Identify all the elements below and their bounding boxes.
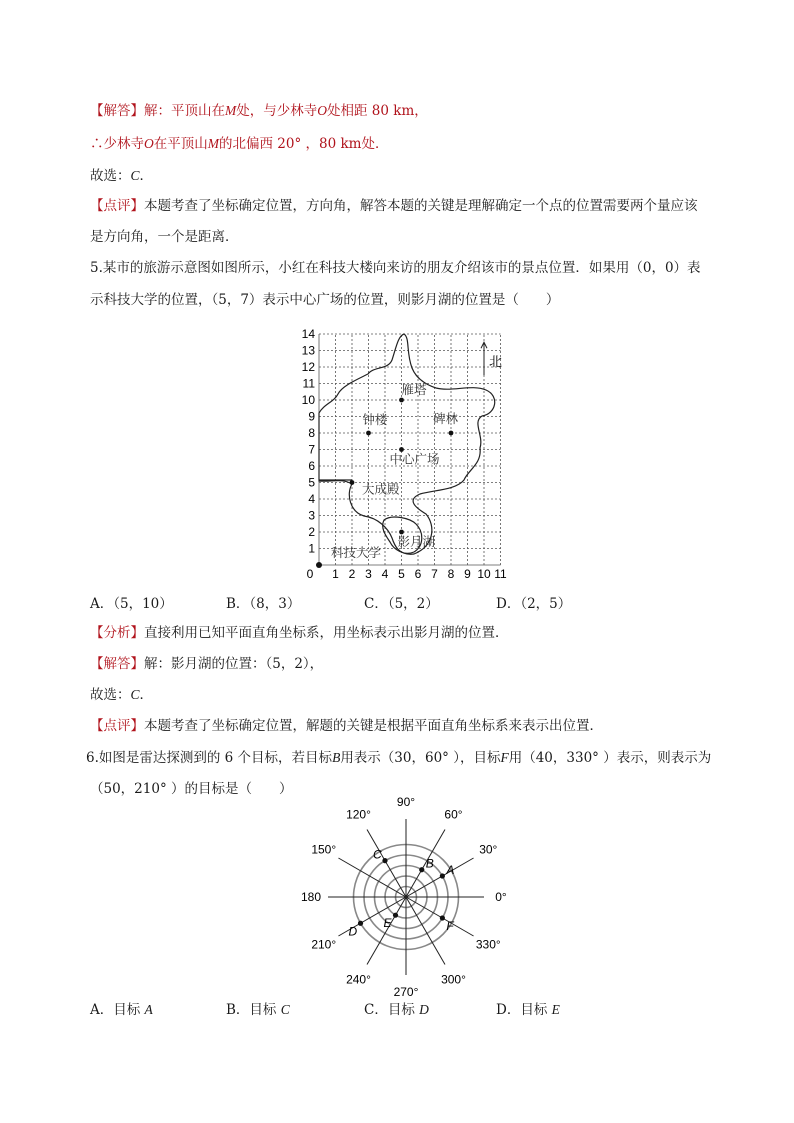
text: 的北偏西 20° ，80 km处．	[219, 136, 389, 152]
q5-choice	[90, 685, 153, 705]
option-letter: D	[419, 1002, 429, 1017]
text: 处，与少林寺	[236, 103, 318, 119]
option-label: C．（5，2）	[364, 596, 439, 612]
answer-tag: 【解答】	[90, 103, 144, 119]
angle-label: 120°	[346, 807, 371, 822]
text: 示科技大学的位置，（5，7）表示中心广场的位置，则影月湖的位置是（ ）	[90, 292, 560, 308]
text: 解：影月湖的位置：（5，2），	[144, 656, 324, 672]
target-dot	[440, 915, 445, 920]
tourism-map-figure	[296, 318, 526, 588]
comment-tag: 【点评】	[90, 198, 144, 214]
text: 本题考查了坐标确定位置，方向角，解答本题的关键是理解确定一个点的位置需要两个量应该	[144, 198, 698, 214]
q4-answer-line1	[90, 101, 428, 121]
angle-label: 30°	[479, 842, 498, 857]
text: ．	[139, 168, 154, 184]
x-tick-label: 10	[477, 567, 491, 581]
place-label: 大成殿	[362, 482, 400, 497]
var-O: O	[144, 136, 154, 151]
option-label: A．（5，10）	[90, 596, 173, 612]
place-label: 雁塔	[401, 383, 427, 397]
place-dot	[399, 398, 404, 403]
text: 5.某市的旅游示意图如图所示，小红在科技大楼向来访的朋友介绍该市的景点位置．如果用（0，0）表	[90, 260, 701, 276]
x-tick-label: 4	[381, 567, 389, 581]
var-M: M	[225, 103, 237, 118]
q6-option-d[interactable]	[496, 998, 560, 1018]
target-dot	[382, 858, 387, 863]
target-label: D	[348, 924, 358, 939]
text: 用表示（30，60° ），目标	[340, 750, 501, 766]
angle-label: 210°	[311, 937, 337, 952]
choice-letter: C	[130, 168, 140, 183]
q6-option-a[interactable]	[90, 998, 153, 1018]
option-label: D．目标	[496, 1002, 552, 1018]
x-tick-label: 8	[447, 567, 455, 581]
text: 解：平顶山在	[144, 103, 225, 119]
option-letter: E	[551, 1002, 560, 1017]
place-dot	[449, 431, 454, 436]
text: 故选：	[90, 687, 131, 703]
text: 故选：	[90, 168, 131, 184]
target-dot	[358, 921, 363, 926]
text: 本题考查了坐标确定位置，解题的关键是根据平面直角坐标系来表示出位置．	[144, 718, 603, 734]
q5-option-d[interactable]	[496, 592, 571, 612]
y-tick-label: 3	[308, 508, 315, 523]
q4-answer-line2	[90, 134, 388, 154]
place-dot	[399, 530, 404, 535]
q6-option-b[interactable]	[226, 998, 290, 1018]
y-tick-label: 10	[301, 393, 315, 407]
var-F: F	[500, 750, 509, 765]
option-label: D．（2，5）	[496, 596, 572, 612]
place-label: 钟楼	[362, 413, 388, 427]
x-tick-label: 7	[431, 567, 438, 581]
text: 处相距 80 km，	[327, 103, 428, 119]
y-tick-label: 2	[308, 525, 315, 539]
answer-tag: 【解答】	[90, 656, 144, 672]
y-tick-label: 6	[308, 459, 315, 473]
y-tick-label: 9	[308, 409, 315, 424]
radar-figure	[300, 795, 507, 999]
y-tick-label: 5	[308, 475, 315, 490]
x-tick-label: 3	[365, 567, 372, 581]
y-tick-label: 8	[308, 426, 315, 440]
option-label: C．目标	[364, 1002, 420, 1018]
y-tick-label: 14	[301, 327, 315, 341]
radar-layer	[301, 795, 507, 999]
text: 6.如图是雷达探测到的 6 个目标，若目标	[86, 750, 333, 766]
q4-comment-line2	[90, 227, 239, 247]
x-tick-label: 1	[332, 567, 339, 581]
x-tick-label: 2	[348, 567, 356, 581]
angle-label: 0°	[495, 890, 507, 904]
choice-letter: C	[130, 687, 140, 702]
option-letter: A	[144, 1002, 153, 1017]
place-dot	[399, 447, 404, 452]
option-letter: C	[280, 1002, 290, 1017]
option-label: B．目标	[226, 1002, 281, 1018]
target-dot	[393, 913, 398, 918]
x-tick-label: 6	[414, 567, 422, 581]
option-label: A．目标	[90, 1002, 145, 1018]
angle-label: 60°	[444, 807, 463, 822]
map-layer	[302, 327, 507, 581]
q5-option-b[interactable]	[226, 592, 300, 612]
q5-answer	[90, 654, 323, 674]
target-dot	[440, 873, 445, 878]
var-B: B	[332, 750, 341, 765]
place-label: 影月湖	[397, 535, 436, 549]
place-label: 碑林	[433, 412, 459, 426]
place-dot	[350, 480, 355, 485]
comment-tag: 【点评】	[90, 718, 144, 734]
y-tick-label: 12	[301, 360, 315, 374]
angle-label: 90°	[396, 795, 416, 809]
var-O: O	[317, 103, 327, 118]
place-label: 中心广场	[389, 452, 440, 467]
x-tick-label: 5	[398, 567, 405, 581]
angle-label: 300°	[441, 972, 466, 987]
analysis-tag: 【分析】	[90, 625, 144, 641]
q5-comment	[90, 716, 603, 736]
place-dot	[316, 562, 322, 568]
text: ．	[139, 687, 154, 703]
angle-label: 330°	[475, 937, 501, 952]
var-M: M	[207, 136, 219, 151]
y-tick-label: 7	[308, 442, 315, 457]
text: 用（40，330° ）表示，则表示为	[508, 750, 712, 766]
target-label: C	[373, 847, 382, 862]
target-label: B	[425, 856, 434, 871]
y-tick-label: 1	[308, 541, 315, 556]
q5-stem-line2	[90, 290, 559, 310]
angle-label: 270°	[393, 985, 419, 999]
angle-label: 150°	[311, 842, 337, 857]
q6-stem-line2	[90, 779, 293, 799]
y-tick-label: 4	[308, 492, 315, 506]
target-label: E	[383, 916, 392, 931]
q5-option-a[interactable]	[90, 592, 173, 612]
place-dot	[366, 431, 371, 436]
q5-stem-line1	[90, 258, 701, 278]
y-tick-label: 11	[302, 376, 315, 391]
angle-label: 240°	[346, 972, 371, 987]
text: 是方向角，一个是距离．	[90, 229, 239, 245]
x-tick-label: 9	[464, 567, 471, 581]
x-tick-label: 11	[494, 567, 507, 581]
x-tick-label: 0	[306, 567, 314, 581]
q4-choice	[90, 166, 153, 186]
q5-analysis	[90, 623, 509, 643]
text: （50，210° ）的目标是（ ）	[90, 781, 293, 797]
target-label: F	[446, 919, 454, 933]
text: 直接利用已知平面直角坐标系，用坐标表示出影月湖的位置．	[144, 625, 509, 641]
text: 在平顶山	[153, 136, 208, 152]
q6-stem-line1	[86, 748, 711, 768]
option-label: B．（8，3）	[226, 596, 301, 612]
target-label: A	[446, 863, 455, 877]
q4-comment-line1	[90, 196, 698, 216]
place-label: 科技大学	[331, 546, 382, 560]
target-dot	[419, 867, 424, 872]
north-label: 北	[489, 354, 503, 370]
y-tick-label: 13	[301, 343, 315, 358]
q5-option-c[interactable]	[364, 592, 439, 612]
q6-option-c[interactable]	[364, 998, 429, 1018]
text: ∴少林寺	[90, 136, 144, 152]
map-grid	[319, 334, 501, 565]
angle-label: 180	[300, 890, 322, 904]
